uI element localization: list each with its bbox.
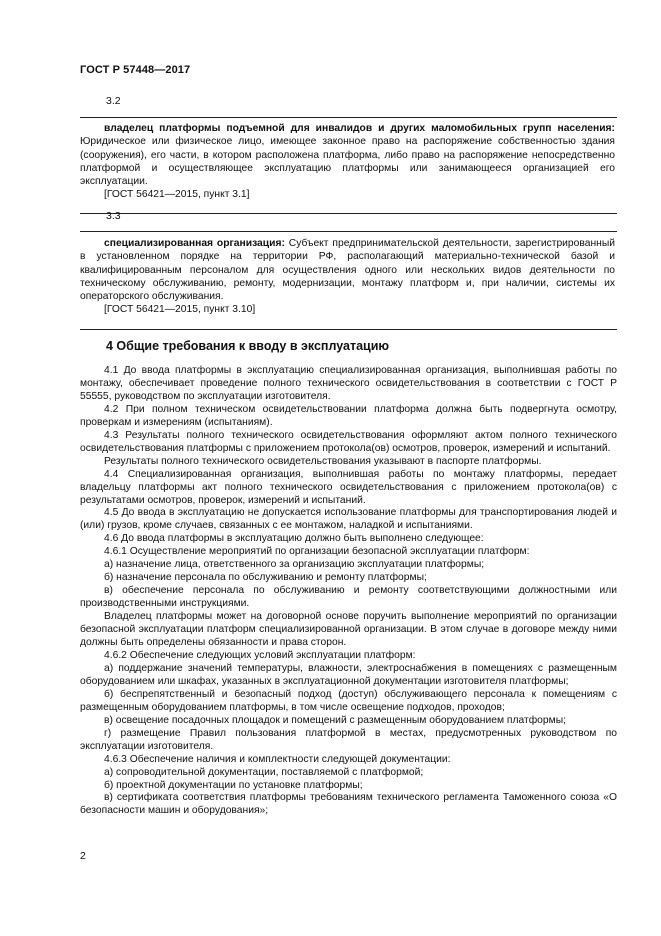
list-item: а) поддержание значений температуры, влажности, электроснабжения в помещениях с размещенным оборудованием или шкафах, указанных в эксплуатационной документации изготовителя платформы; <box>80 662 617 687</box>
paragraph: 4.3 Результаты полного технического освидетельствования оформляют актом полного технического освидетельствования платформы с приложением протокола(ов) осмотров, проверок, измерений и испытаний. <box>80 429 617 454</box>
definition-text: Субъект предпринимательской деятельности, зарегистрированный в установленном порядке на территории РФ, располагающий материально-технической базой и квалифицированным персоналом для осуществления одного или нескольких видов деятельности по техническому обслуживанию, ремонту, модернизации, монтажу платформ и, при наличии, системы их операторского обслуживания. <box>80 238 615 303</box>
list-item: в) сертификата соответствия платформы требованиям технического регламента Таможенного союза «О безопасности машин и оборудования»; <box>80 792 617 817</box>
paragraph: 4.6.2 Обеспечение следующих условий эксплуатации платформ: <box>104 649 416 661</box>
list-item: б) проектной документации по установке платформы; <box>104 779 363 791</box>
definition-text: Юридическое или физическое лицо, имеющее законное право на распоряжение собственностью здания (сооружения), его части, в котором расположена платформа, либо право на распоряжение непосредственно платформой и осуществляющее эксплуатацию платформы или занимающееся организацией его эксплуатации. <box>80 136 615 188</box>
list-item: а) сопроводительной документации, поставляемой с платформой; <box>104 766 424 778</box>
term-definition <box>80 237 617 303</box>
list-item: б) беспрепятственный и безопасный подход (доступ) обслуживающего персонала к помещениям с размещенным оборудованием платформы, в том числе освещение подходов, проходов; <box>80 688 617 713</box>
paragraph: 4.6 До ввода платформы в эксплуатацию должно быть выполнено следующее: <box>104 533 484 545</box>
term-number: 3.3 <box>106 210 121 222</box>
paragraph: Владелец платформы может на договорной основе поручить выполнение мероприятий по организации безопасной эксплуатации платформ специализированной организации. В этом случае в договоре между ними должны быть определены обязанности и права сторон. <box>80 611 617 649</box>
paragraph: 4.6.1 Осуществление мероприятий по организации безопасной эксплуатации платформ: <box>104 546 530 558</box>
page-number: 2 <box>80 850 86 862</box>
list-item: б) назначение персонала по обслуживанию и ремонту платформы; <box>104 572 427 584</box>
paragraph: 4.6.3 Обеспечение наличия и комплектности следующей документации: <box>104 753 451 765</box>
list-item: в) освещение посадочных площадок и помещений с размещенным оборудованием платформы; <box>104 714 566 726</box>
term-definition-box <box>80 117 617 214</box>
term-source: [ГОСТ 56421—2015, пункт 3.10] <box>104 304 256 316</box>
list-item: а) назначение лица, ответственного за организацию эксплуатации платформы; <box>104 559 485 571</box>
term-name: специализированная организация: <box>104 238 285 249</box>
term-name: владелец платформы подъемной для инвалидов и других маломобильных групп населения: <box>104 123 615 134</box>
term-definition <box>80 122 617 188</box>
section-title: 4 Общие требования к вводу в эксплуатацию <box>106 339 390 353</box>
section-body <box>80 365 617 818</box>
term-definition-box <box>80 231 617 330</box>
paragraph: Результаты полного технического освидетельствования указывают в паспорте платформы. <box>104 455 542 467</box>
term-source: [ГОСТ 56421—2015, пункт 3.1] <box>104 189 250 201</box>
term-number: 3.2 <box>106 95 121 107</box>
paragraph: 4.2 При полном техническом освидетельствовании платформа должна быть подвергнута осмотру, проверкам и измерениям (испытаниям). <box>80 403 617 428</box>
paragraph: 4.5 До ввода в эксплуатацию не допускается использование платформы для транспортирования людей и (или) грузов, кроме случаев, связанных с ее монтажом, наладкой и испытаниями. <box>80 507 617 532</box>
document-header: ГОСТ Р 57448—2017 <box>80 64 191 76</box>
paragraph: 4.4 Специализированная организация, выполнившая работы по монтажу платформы, передает владельцу платформы акт полного технического освидетельствования с приложением протокола(ов) с результатами осмотров, проверок, измерений и испытаний. <box>80 468 617 506</box>
paragraph: 4.1 До ввода платформы в эксплуатацию специализированная организация, выполнившая работы по монтажу, обеспечивает проведение полного технического освидетельствования в соответствии с ГОСТ Р 55555, руководством по эксплуатации изготовителя. <box>80 365 617 402</box>
list-item: в) обеспечение персонала по обслуживанию и ремонту соответствующими должностными или производственными инструкциями. <box>80 585 617 610</box>
list-item: г) размещение Правил пользования платформой в местах, предусмотренных руководством по эксплуатации изготовителя. <box>80 727 617 752</box>
